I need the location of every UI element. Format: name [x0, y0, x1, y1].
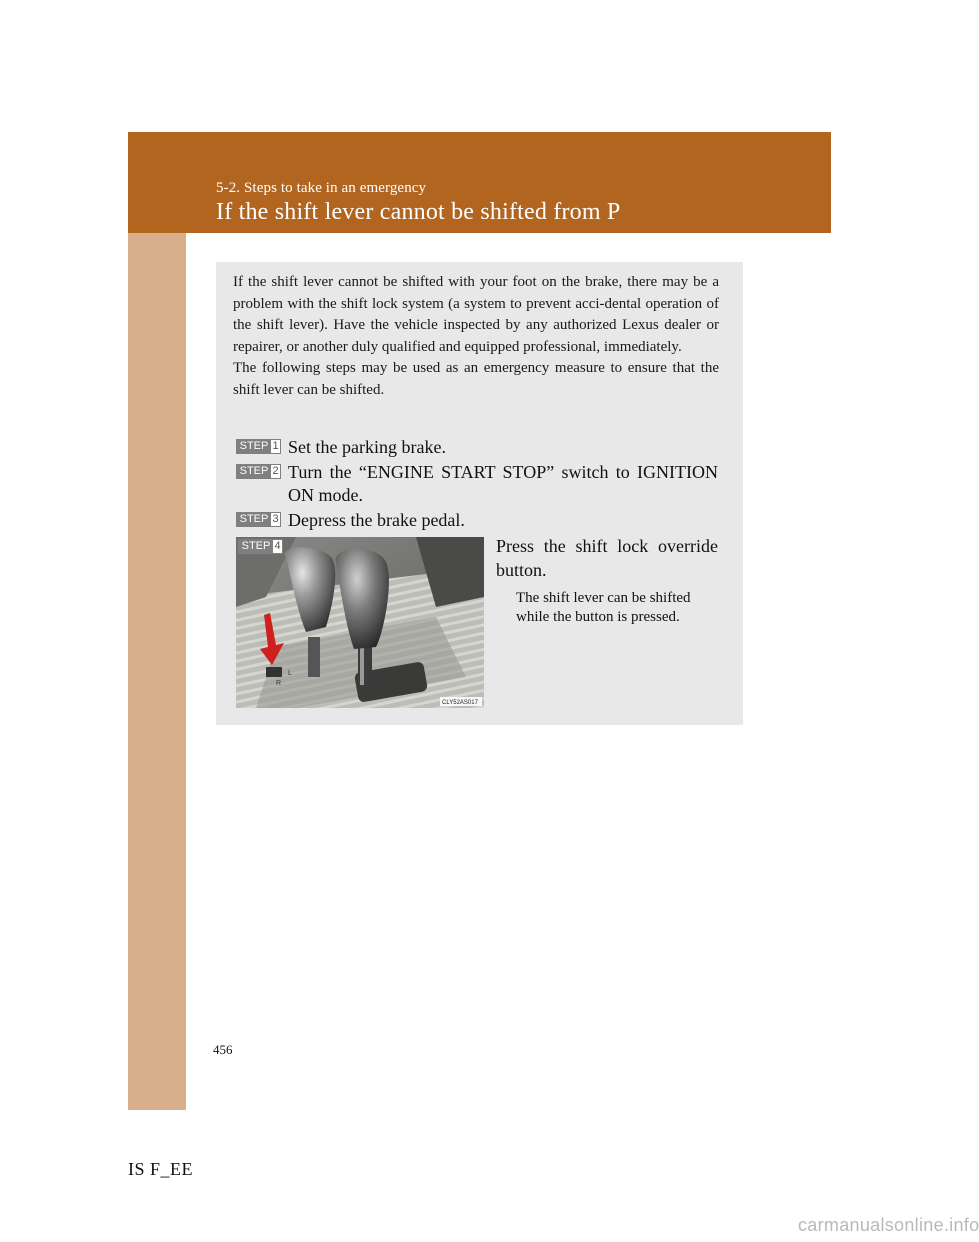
- svg-text:R: R: [276, 680, 282, 687]
- step-2: [236, 461, 718, 507]
- step-3-text: Depress the brake pedal.: [288, 510, 465, 530]
- step-4-badge: STEP 4: [238, 539, 283, 554]
- shift-lever-illustration: [236, 537, 484, 708]
- shift-lever-photo: [236, 537, 484, 708]
- step-1: [236, 436, 718, 459]
- page-title: If the shift lever cannot be shifted from P: [216, 199, 621, 225]
- step-4-note: The shift lever can be shifted while the button is pressed.: [516, 590, 691, 625]
- figure-code: CLY52AS017: [442, 700, 478, 706]
- chapter-sidebar-tab: [128, 132, 186, 1110]
- step-4-text: Press the shift lock override button.: [496, 536, 718, 580]
- svg-text:L: L: [288, 670, 292, 677]
- model-code: IS F_EE: [128, 1159, 194, 1179]
- intro-paragraph-1: If the shift lever cannot be shifted with your foot on the brake, there may be a problem with the shift lock system (a system to prevent acci-dental operation of the shift lever). Have the vehicle inspected by any authorized Lexus dealer or repairer, or another duly qualified and equipped professional, immediately.: [233, 274, 719, 355]
- intro-paragraph-2: The following steps may be used as an emergency measure to ensure that the shift lever can be shifted.: [233, 360, 719, 398]
- watermark-link[interactable]: carmanualsonline.info: [798, 1215, 979, 1235]
- intro-text: [233, 272, 719, 401]
- page-number: 456: [213, 1042, 233, 1057]
- step-3-badge: STEP 3: [236, 512, 281, 527]
- step-1-text: Set the parking brake.: [288, 437, 446, 457]
- step-2-badge: STEP 2: [236, 464, 281, 479]
- step-3: [236, 509, 718, 532]
- section-label: 5-2. Steps to take in an emergency: [216, 180, 427, 196]
- step-1-badge: STEP 1: [236, 439, 281, 454]
- step-2-text: Turn the “ENGINE START STOP” switch to IGNITION ON mode.: [288, 462, 718, 505]
